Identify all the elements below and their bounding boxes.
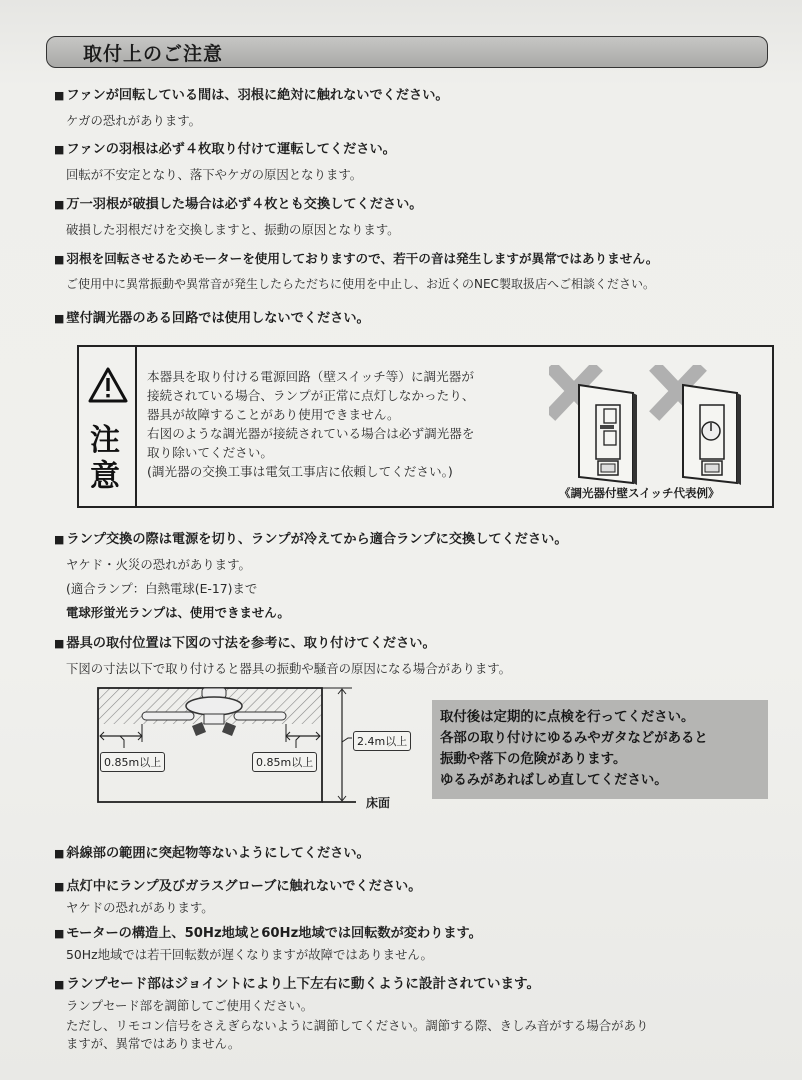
caution-detail: ヤケドの恐れがあります。 [66, 900, 214, 915]
caution-heading: ■ モーターの構造上、50Hz地域と60Hz地域では回転数が変わります。 [54, 922, 482, 941]
caution-detail: (適合ランプ：白熱電球(E-17)まで [66, 581, 258, 596]
caution-heading: ■ 器具の取付位置は下図の寸法を参考に、取り付けてください。 [54, 632, 511, 651]
caution-item [54, 875, 421, 916]
caution-heading: ■ 壁付調光器のある回路では使用しないでください。 [54, 307, 370, 326]
dimmer-switch-illustration [549, 365, 749, 505]
note-line: 各部の取り付けにゆるみやガタなどがあると [440, 731, 708, 746]
caution-detail: 50Hz地域では若干回転数が遅くなりますが故障ではありません。 [66, 947, 433, 962]
right-clearance-label: 0.85m以上 [252, 752, 317, 772]
installation-clearance-diagram [94, 684, 424, 809]
caution-heading: ■ 点灯中にランプ及びガラスグローブに触れないでください。 [54, 875, 421, 894]
caution-line: 取り除いてください。 [147, 445, 273, 460]
note-line: 振動や落下の危険があります。 [440, 752, 627, 767]
switch-figure-caption: 《調光器付壁スイッチ代表例》 [559, 486, 720, 500]
note-line: ゆるみがあればしめ直してください。 [440, 773, 668, 788]
caution-item [54, 632, 511, 677]
caution-detail: 下図の寸法以下で取り付けると器具の振動や騒音の原因になる場合があります。 [66, 661, 512, 676]
caution-heading: ■ ランプ交換の際は電源を切り、ランプが冷えてから適合ランプに交換してください。 [54, 528, 568, 547]
caution-heading: ■ 万一羽根が破損した場合は必ず４枚とも交換してください。 [54, 193, 422, 212]
caution-heading: ■ 羽根を回転させるためモーターを使用しておりますので、若干の音は発生しますが異常ではありません。 [54, 248, 658, 267]
caution-label-column [79, 347, 137, 506]
caution-heading: ■ ファンが回転している間は、羽根に絶対に触れないでください。 [54, 84, 449, 103]
caution-label-char: 意 [90, 459, 120, 494]
caution-item [54, 972, 648, 1052]
caution-detail: 破損した羽根だけを交換しますと、振動の原因となります。 [66, 222, 400, 237]
caution-item [54, 528, 568, 621]
caution-line: 本器具を取り付ける電源回路（壁スイッチ等）に調光器が [147, 369, 474, 384]
caution-item [54, 307, 370, 326]
caution-detail: 回転が不安定となり、落下やケガの原因となります。 [66, 167, 363, 182]
caution-line: 接続されている場合、ランプが正常に点灯しなかったり、 [147, 388, 475, 403]
warning-triangle-icon [88, 367, 128, 403]
caution-heading: ■ 斜線部の範囲に突起物等ないようにしてください。 [54, 842, 370, 861]
caution-detail: ますが、異常ではありません。 [66, 1036, 241, 1051]
caution-detail-bold: 電球形蛍光ランプは、使用できません。 [66, 605, 290, 620]
caution-detail: ご使用中に異常振動や異常音が発生したらただちに使用を中止し、お近くのNEC製取扱店へご相談ください。 [66, 277, 655, 291]
inspection-note-box [432, 700, 768, 799]
caution-item [54, 84, 449, 129]
note-line: 取付後は定期的に点検を行ってください。 [440, 710, 695, 725]
caution-detail: ランプセード部を調節してご使用ください。 [66, 998, 314, 1013]
section-header [46, 36, 768, 68]
height-clearance-label: 2.4m以上 [353, 731, 411, 751]
caution-detail: ヤケド・火災の恐れがあります。 [66, 557, 251, 572]
floor-label: 床面 [366, 796, 391, 810]
caution-item [54, 842, 370, 861]
caution-text [147, 367, 474, 481]
caution-item [54, 138, 396, 183]
caution-detail: ただし、リモコン信号をさえぎらないように調節してください。調節する際、きしみ音がする場合があり [66, 1018, 649, 1033]
caution-heading: ■ ランプセード部はジョイントにより上下左右に動くように設計されています。 [54, 972, 648, 992]
caution-label-char: 注 [90, 423, 120, 458]
caution-heading: ■ ファンの羽根は必ず４枚取り付けて運転してください。 [54, 138, 396, 157]
caution-line: 右図のような調光器が接続されている場合は必ず調光器を [147, 426, 475, 441]
caution-detail: ケガの恐れがあります。 [66, 113, 202, 128]
caution-item [54, 193, 422, 238]
caution-item [54, 922, 482, 963]
caution-line: (調光器の交換工事は電気工事店に依頼してください。) [147, 464, 453, 479]
dimmer-caution-box [77, 345, 774, 508]
left-clearance-label: 0.85m以上 [100, 752, 165, 772]
section-title: 取付上のご注意 [83, 43, 224, 65]
caution-item [54, 248, 658, 292]
caution-line: 器具が故障することがあり使用できません。 [147, 407, 400, 422]
